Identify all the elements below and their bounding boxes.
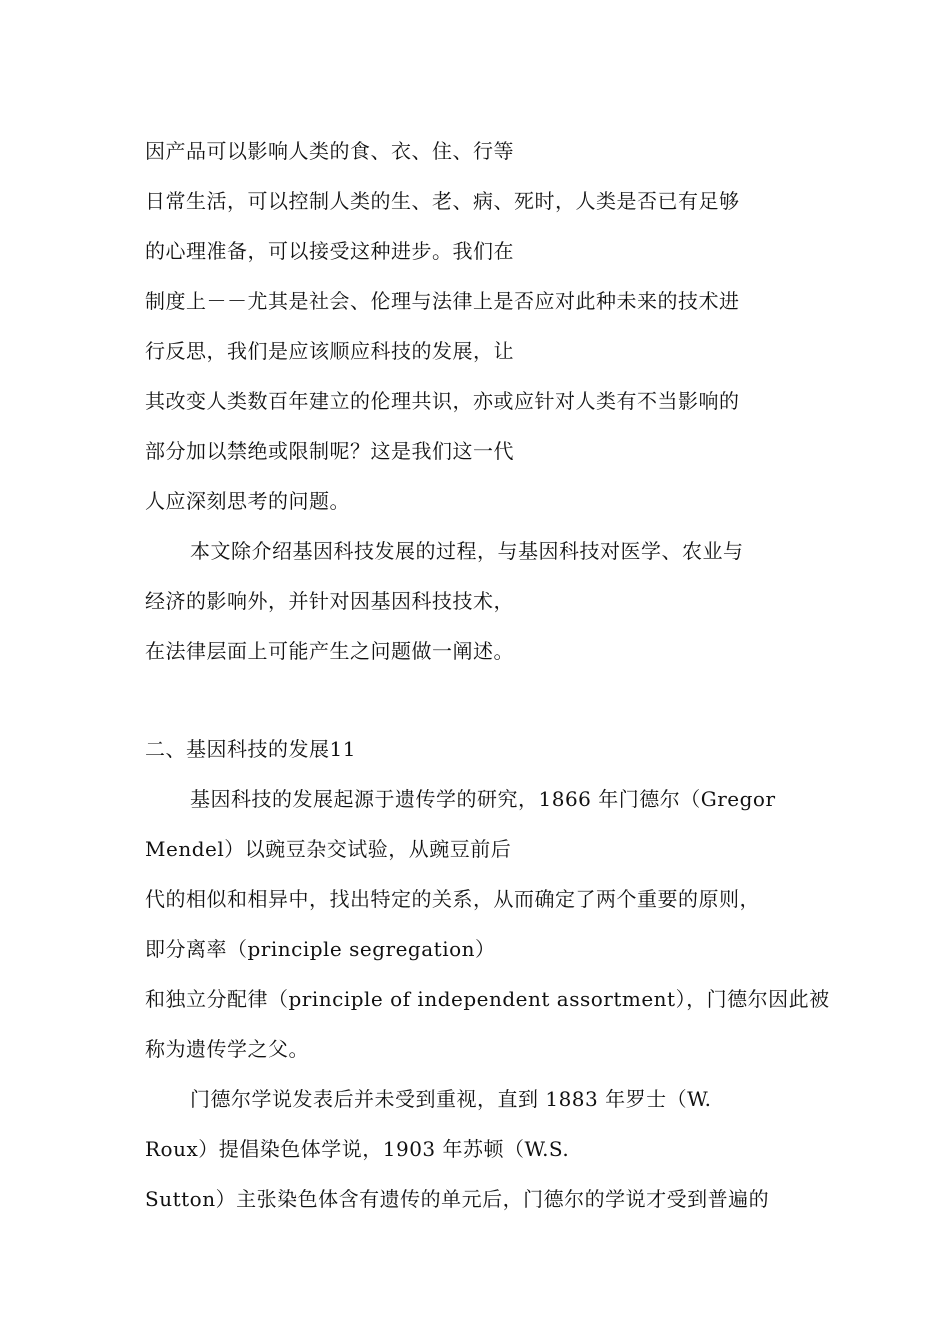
text-line: 日常生活，可以控制人类的生、老、病、死时，人类是否已有足够 bbox=[145, 189, 740, 213]
section-heading: 二、基因科技的发展11 bbox=[145, 737, 356, 761]
text-line: Roux）提倡染色体学说，1903 年苏顿（W.S. bbox=[145, 1137, 570, 1161]
paragraph-start-line: 基因科技的发展起源于遗传学的研究，1866 年门德尔（Gregor bbox=[190, 787, 776, 811]
text-line: Mendel）以豌豆杂交试验，从豌豆前后 bbox=[145, 837, 512, 861]
text-line: 行反思，我们是应该顺应科技的发展，让 bbox=[145, 339, 514, 363]
text-line: 代的相似和相异中，找出特定的关系，从而确定了两个重要的原则， bbox=[145, 887, 760, 911]
text-line: 称为遗传学之父。 bbox=[145, 1037, 309, 1061]
text-line: 在法律层面上可能产生之问题做一阐述。 bbox=[145, 639, 514, 663]
paragraph-start-line: 本文除介绍基因科技发展的过程，与基因科技对医学、农业与 bbox=[190, 539, 744, 563]
text-line: 因产品可以影响人类的食、衣、住、行等 bbox=[145, 139, 514, 163]
text-line: 的心理准备，可以接受这种进步。我们在 bbox=[145, 239, 514, 263]
text-line: Sutton）主张染色体含有遗传的单元后，门德尔的学说才受到普遍的 bbox=[145, 1187, 770, 1211]
text-line: 即分离率（principle segregation） bbox=[145, 937, 496, 961]
paragraph-start-line: 门德尔学说发表后并未受到重视，直到 1883 年罗士（W. bbox=[190, 1087, 712, 1111]
text-line: 其改变人类数百年建立的伦理共识，亦或应针对人类有不当影响的 bbox=[145, 389, 740, 413]
text-line: 人应深刻思考的问题。 bbox=[145, 489, 350, 513]
text-line: 部分加以禁绝或限制呢？这是我们这一代 bbox=[145, 439, 514, 463]
text-line: 和独立分配律（principle of independent assortment），门德尔因此被 bbox=[145, 987, 830, 1011]
text-line: 制度上－－尤其是社会、伦理与法律上是否应对此种未来的技术进 bbox=[145, 289, 740, 313]
text-line: 经济的影响外，并针对因基因科技技术， bbox=[145, 589, 514, 613]
